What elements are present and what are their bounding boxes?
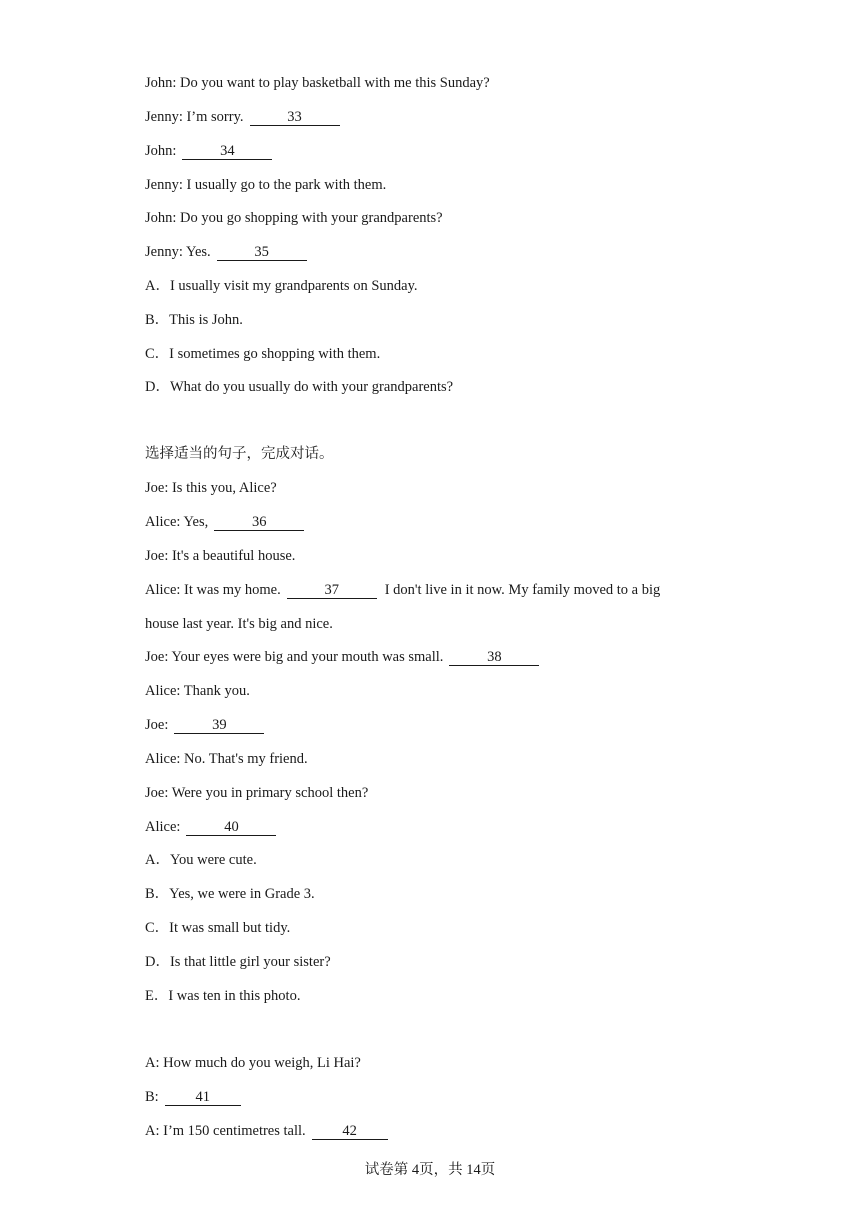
option-b: B．This is John. [145,312,243,328]
section-instruction: 选择适当的句子，完成对话。 [145,446,334,462]
answer-blank: 36 [214,514,304,531]
dialogue-line: B: 41 [145,1087,241,1107]
dialogue-line: Joe: Is this you, Alice? [145,480,277,496]
answer-blank: 38 [449,649,539,666]
dialogue-line: John: Do you go shopping with your grandparents? [145,210,443,226]
dialogue-line: John: Do you want to play basketball with me this Sunday? [145,75,490,91]
option-a: A．You were cute. [145,852,257,868]
option-a: A．I usually visit my grandparents on Sunday. [145,278,418,294]
answer-blank: 42 [312,1123,388,1140]
answer-blank: 34 [182,143,272,160]
page-footer: 试卷第 4页，共 14页 [364,1162,496,1178]
answer-blank: 39 [174,717,264,734]
option-d: D．What do you usually do with your grandparents? [145,379,454,395]
answer-blank: 33 [250,109,340,126]
dialogue-line: house last year. It's big and nice. [145,616,333,632]
dialogue-line: Alice: It was my home. 37 I don't live in it now. My family moved to a big [145,582,661,598]
dialogue-line: A: I’m 150 centimetres tall. 42 [145,1121,388,1141]
dialogue-line: Jenny: Yes. 35 [145,242,307,262]
answer-blank: 37 [287,582,377,599]
option-c: C．It was small but tidy. [145,920,291,936]
dialogue-line: Alice: 40 [145,817,276,837]
dialogue-line: Joe: It's a beautiful house. [145,548,296,564]
option-c: C．I sometimes go shopping with them. [145,346,381,362]
dialogue-line: Jenny: I’m sorry. 33 [145,107,340,127]
dialogue-line: Alice: Yes, 36 [145,512,304,532]
dialogue-line: Joe: Your eyes were big and your mouth was small. 38 [145,647,539,667]
dialogue-line: Jenny: I usually go to the park with them. [145,177,387,193]
answer-blank: 40 [186,819,276,836]
dialogue-line: John: 34 [145,141,272,161]
answer-blank: 41 [165,1089,241,1106]
option-b: B．Yes, we were in Grade 3. [145,886,315,902]
answer-blank: 35 [217,244,307,261]
option-e: E．I was ten in this photo. [145,988,301,1004]
dialogue-line: Joe: 39 [145,715,264,735]
option-d: D．Is that little girl your sister? [145,954,331,970]
dialogue-line: A: How much do you weigh, Li Hai? [145,1055,361,1071]
dialogue-line: Joe: Were you in primary school then? [145,785,369,801]
dialogue-line: Alice: No. That's my friend. [145,751,308,767]
dialogue-line: Alice: Thank you. [145,683,250,699]
